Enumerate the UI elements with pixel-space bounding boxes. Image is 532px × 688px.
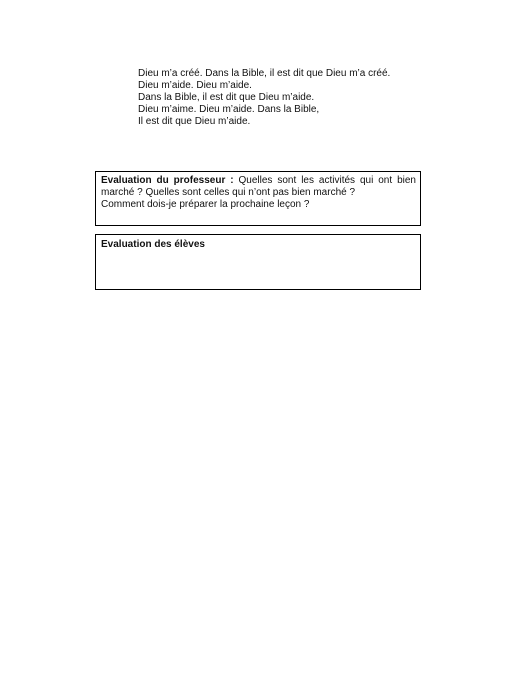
poem-line: Dieu m’aime. Dieu m’aide. Dans la Bible,: [138, 104, 320, 115]
student-evaluation-box: [95, 234, 421, 290]
teacher-evaluation-box: [95, 171, 421, 226]
poem-line: Dieu m’a créé. Dans la Bible, il est dit que Dieu m’a créé.: [138, 68, 391, 79]
poem-line: Il est dit que Dieu m’aide.: [138, 116, 251, 127]
student-evaluation-label: Evaluation des élèves: [101, 239, 205, 250]
teacher-evaluation-text: [101, 175, 416, 199]
poem-line: Dans la Bible, il est dit que Dieu m’aide.: [138, 92, 315, 103]
teacher-evaluation-question: Quelles sont les activités qui ont bien marché ? Quelles sont celles qui n’ont pas bien marché ?: [101, 175, 416, 198]
teacher-evaluation-question-2: Comment dois-je préparer la prochaine leçon ?: [101, 199, 310, 210]
poem-line: Dieu m’aide. Dieu m’aide.: [138, 80, 252, 91]
poem-block: [138, 68, 438, 128]
teacher-evaluation-label: Evaluation du professeur :: [101, 175, 234, 186]
